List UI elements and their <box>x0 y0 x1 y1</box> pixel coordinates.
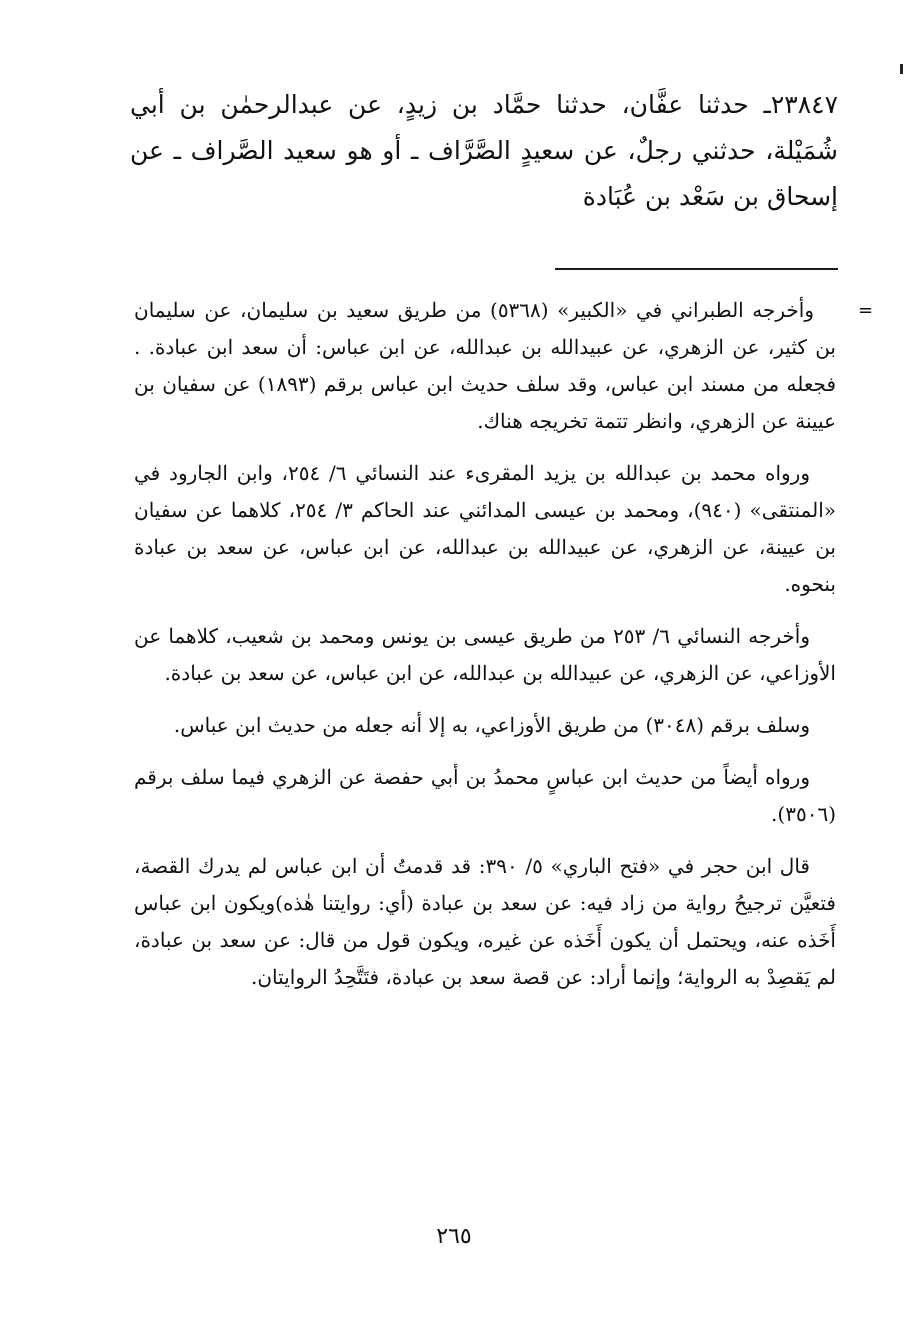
footnote-paragraph: قال ابن حجر في «فتح الباري» ٥/ ٣٩٠: قد قدمتُ أن ابن عباس لم يدرك القصة، فتعيَّن ترجيحُ رواية من زاد فيه: عن سعد بن عبادة (أي: روايتنا هٰذه)ويكون ابن عباس أَخَذه عنه، ويحتمل أن يكون أَخَذه عن غيره، ويكون قول من قال: عن سعد بن عبادة، لم يَقصِدْ به الرواية؛ وإنما أراد: عن قصة سعد بن عبادة، فتَتَّحِدُ الروايتان. <box>134 854 836 989</box>
footnote-continuation-mark: = <box>858 300 874 321</box>
footnote-paragraph: وأخرجه النسائي ٦/ ٢٥٣ من طريق عيسى بن يونس ومحمد بن شعيب، كلاهما عن الأوزاعي، عن الزهري، عن عبيدالله بن عبدالله، عن ابن عباس، عن سعد بن عبادة. <box>134 624 836 685</box>
footnote-divider <box>555 268 838 270</box>
page-number: ٢٦٥ <box>436 1224 472 1249</box>
footnote-paragraph: وأخرجه الطبراني في «الكبير» (٥٣٦٨) من طريق سعيد بن سليمان، عن سليمان بن كثير، عن الزهري، عن عبيدالله بن عبدالله، عن ابن عباس: أن سعد ابن عبادة. . فجعله من مسند ابن عباس، وقد سلف حديث ابن عباس برقم (١٨٩٣) عن سفيان بن عيينة عن الزهري، وانظر تتمة تخريجه هناك. <box>134 298 836 433</box>
hadith-text: ٢٣٨٤٧ـ حدثنا عفَّان، حدثنا حمَّاد بن زيدٍ، عن عبدالرحمٰن بن أبي شُمَيْلة، حدثني رجلٌ، عن سعيدٍ الصَّرَّاف ـ أو هو سعيد الصَّراف ـ عن إسحاق بن سَعْد بن عُبَادة <box>130 90 838 211</box>
page-edge-mark <box>900 64 903 74</box>
footnote-paragraph: ورواه أيضاً من حديث ابن عباسٍ محمدُ بن أبي حفصة عن الزهري فيما سلف برقم (٣٥٠٦). <box>134 765 836 826</box>
footnotes <box>134 292 836 1011</box>
footnote-paragraph: ورواه محمد بن عبدالله بن يزيد المقرىء عند النسائي ٦/ ٢٥٤، وابن الجارود في «المنتقى» (٩٤٠)، ومحمد بن عيسى المدائني عند الحاكم ٣/ ٢٥٤، كلاهما عن سفيان بن عيينة، عن الزهري، عن عبيدالله بن عبدالله، عن ابن عباس، عن سعد بن عبادة بنحوه. <box>134 461 836 596</box>
footnote-paragraph: وسلف برقم (٣٠٤٨) من طريق الأوزاعي، به إلا أنه جعله من حديث ابن عباس. <box>173 713 810 737</box>
